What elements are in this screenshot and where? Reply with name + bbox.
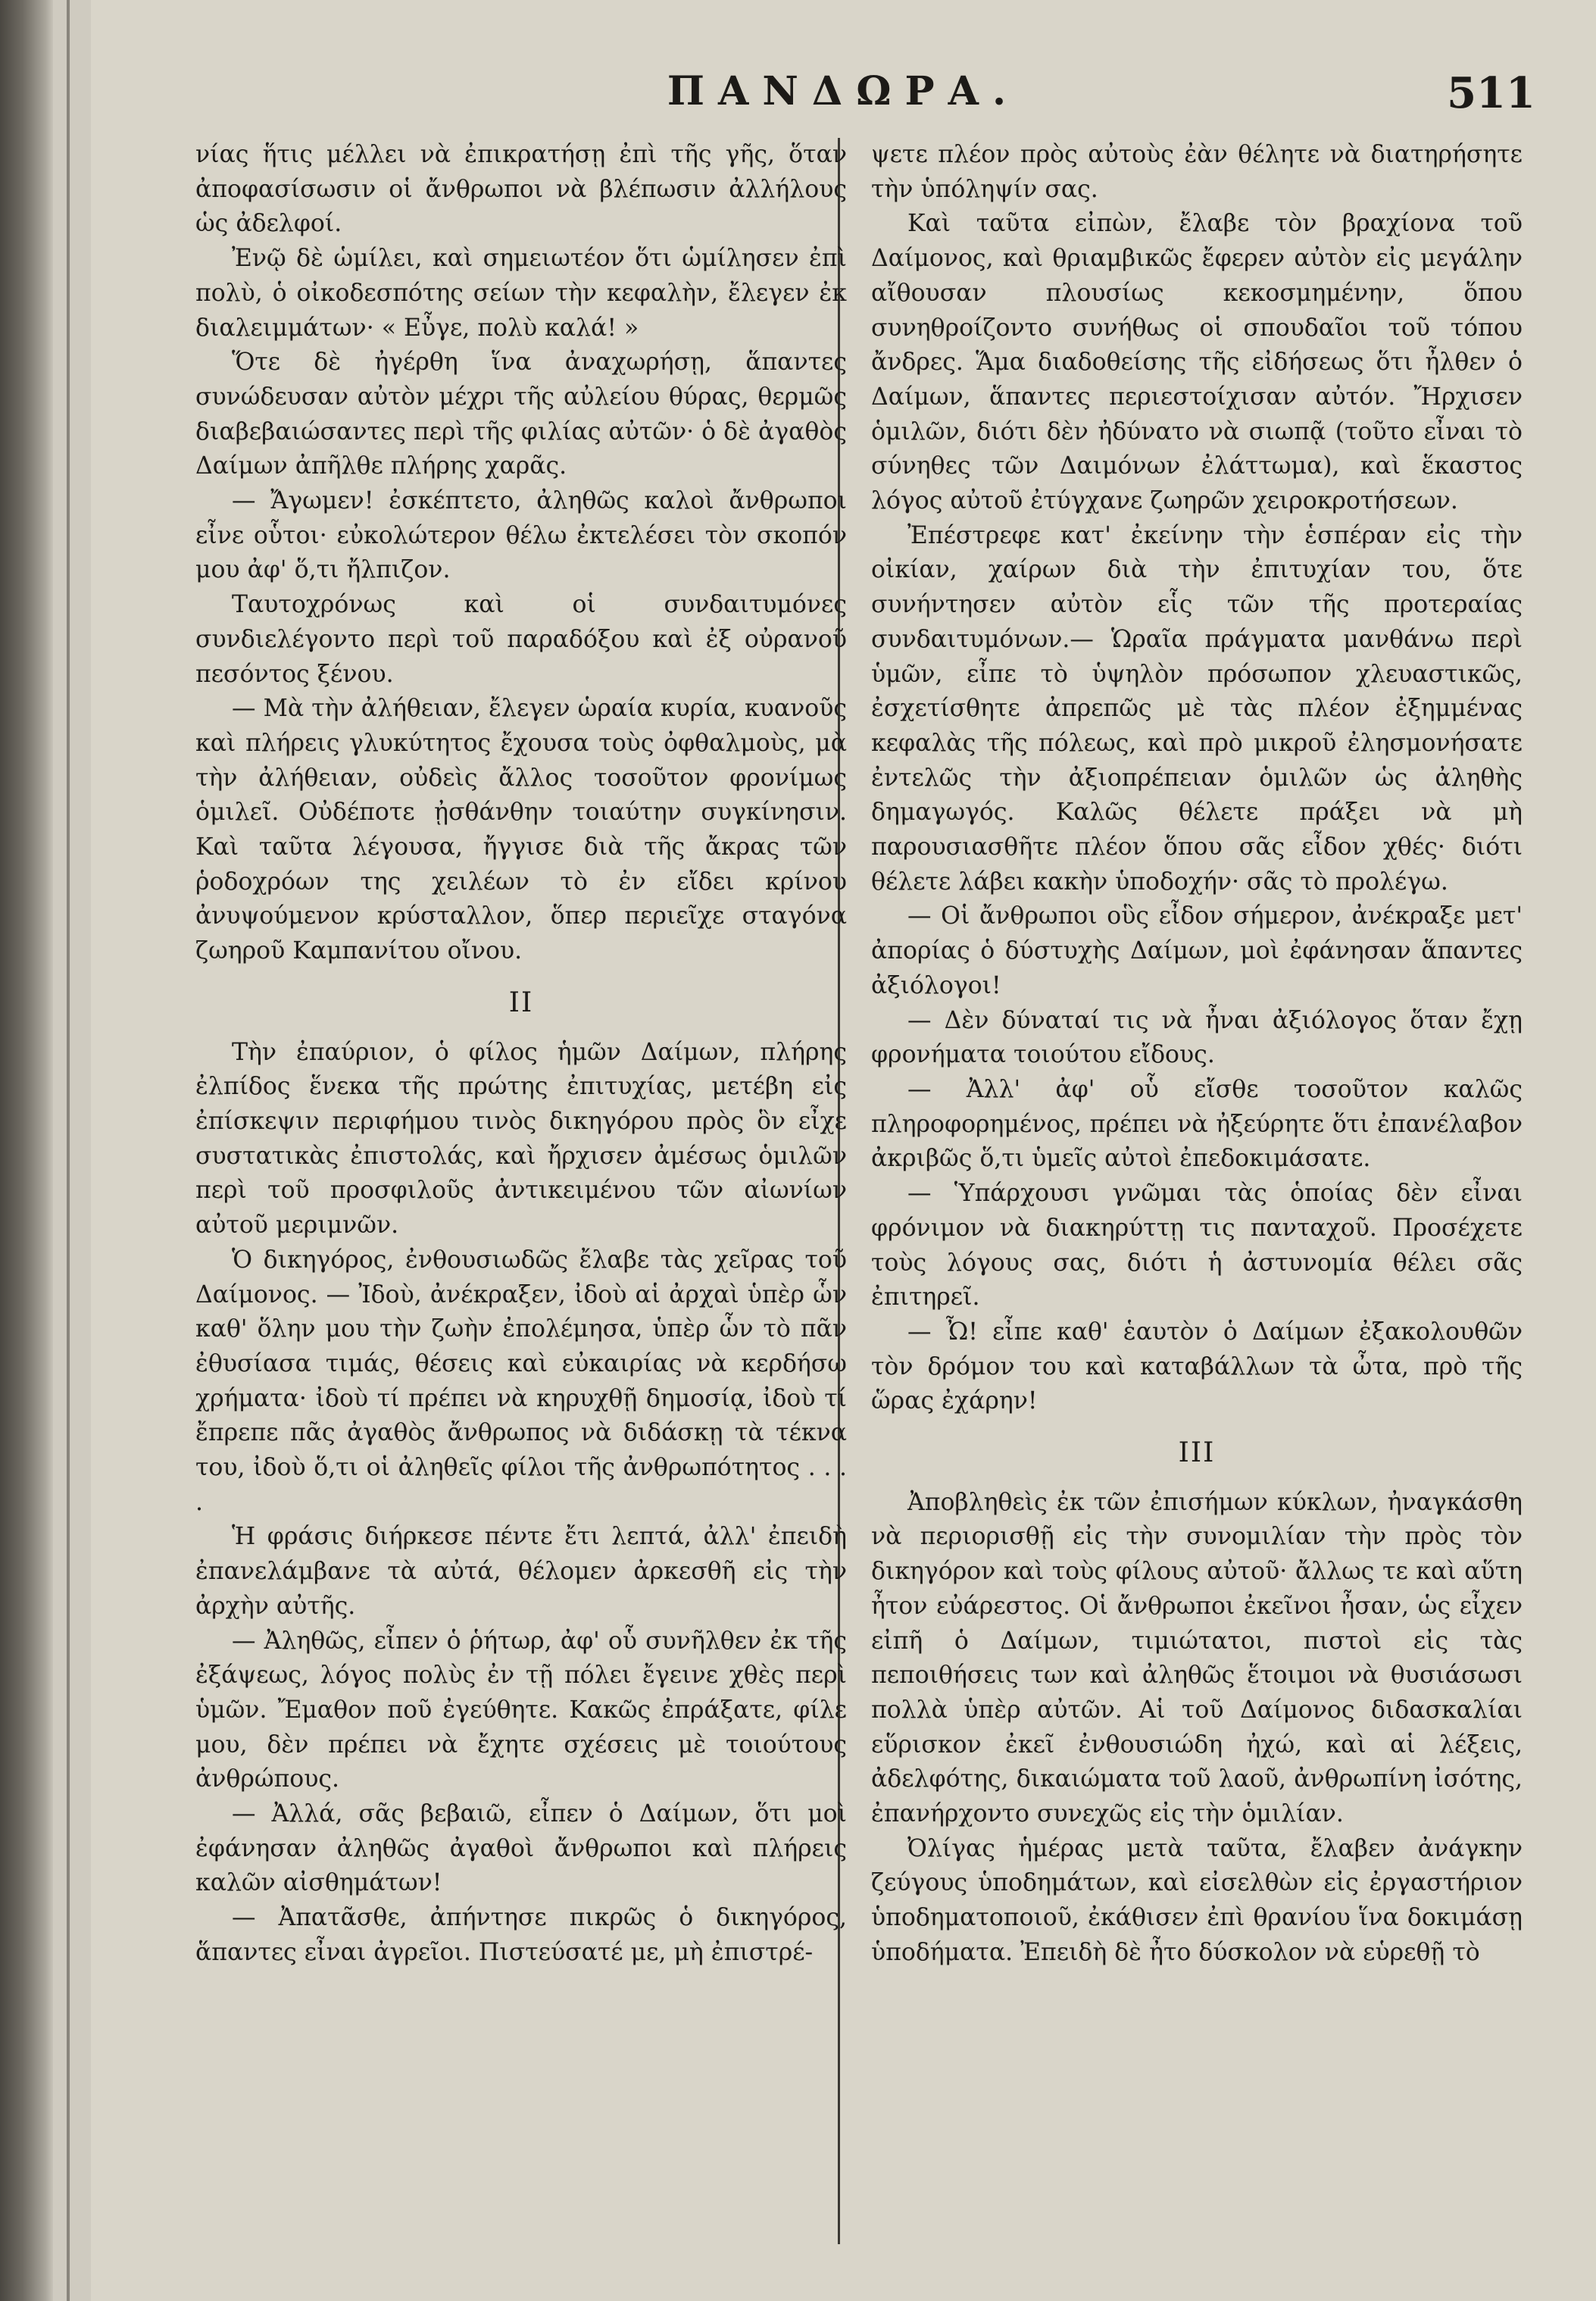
paragraph: Καὶ ταῦτα εἰπὼν, ἔλαβε τὸν βραχίονα τοῦ Δαίμονος, καὶ θριαμβικῶς ἔφερεν αὐτὸν εἰς μεγάλην αἴθουσαν πλουσίως κεκοσμημένην, ὅπου συνηθροίζοντο συνήθως οἱ σπουδαῖοι τοῦ τόπου ἄνδρες. Ἅμα διαδοθείσης τῆς εἰδήσεως ὅτι ἦλθεν ὁ Δαίμων, ἅπαντες περιεστοίχισαν αὐτόν. Ἤρχισεν ὁμιλῶν, διότι δὲν ἠδύνατο νὰ σιωπᾷ (τοῦτο εἶναι τὸ σύνηθες τῶν Δαιμόνων ἐλάττωμα), καὶ ἕκαστος λόγος αὐτοῦ ἐτύγχανε ζωηρῶν χειροκροτήσεων.: [871, 210, 1523, 515]
paragraph: Ἐπέστρεφε κατ' ἐκείνην τὴν ἑσπέραν εἰς τὴν οἰκίαν, χαίρων διὰ τὴν ἐπιτυχίαν του, ὅτε συνήντησεν αὐτὸν εἷς τῶν τῆς προτεραίας συνδαιτυμόνων.— Ὡραῖα πράγματα μανθάνω περὶ ὑμῶν, εἶπε τὸ ὑψηλὸν πρόσωπον χλευαστικῶς, ἐσχετίσθητε ἀπρεπῶς μὲ τὰς πλέον ἐξημμένας κεφαλὰς τῆς πόλεως, καὶ πρὸ μικροῦ ἐλησμονήσατε ἐντελῶς τὴν ἀξιοπρέπειαν ὁμιλῶν ὡς ἀληθὴς δημαγωγός. Καλῶς θέλετε πράξει νὰ μὴ παρουσιασθῆτε πλέον ὅπου σᾶς εἶδον χθές· διότι θέλετε λάβει κακὴν ὑποδοχήν· σᾶς τὸ προλέγω.: [871, 521, 1523, 896]
paragraph: Ἀποβληθεὶς ἐκ τῶν ἐπισήμων κύκλων, ἠναγκάσθη νὰ περιορισθῇ εἰς τὴν συνομιλίαν τὴν πρὸς τὸν δικηγόρον καὶ τοὺς φίλους αὐτοῦ· ἄλλως τε καὶ αὕτη ἦτον εὐάρεστος. Οἱ ἄνθρωποι ἐκεῖνοι ἦσαν, ὡς εἶχεν εἰπῆ ὁ Δαίμων, τιμιώτατοι, πιστοὶ εἰς τὰς πεποιθήσεις των καὶ ἀληθῶς ἕτοιμοι νὰ θυσιάσωσι πολλὰ ὑπὲρ αὐτῶν. Αἱ τοῦ Δαίμονος διδασκαλίαι εὕρισκον ἐκεῖ ἐνθουσιώδη ἠχώ, καὶ αἱ λέξεις, ἀδελφότης, δικαιώματα τοῦ λαοῦ, ἀνθρωπίνη ἰσότης, ἐπανήρχοντο συνεχῶς εἰς τὴν ὁμιλίαν.: [871, 1488, 1523, 1828]
section-heading: III: [1178, 1437, 1216, 1469]
paragraph: Ὁ δικηγόρος, ἐνθουσιωδῶς ἔλαβε τὰς χεῖρας τοῦ Δαίμονος. — Ἰδοὺ, ἀνέκραξεν, ἰδοὺ αἱ ἀρχαὶ ὑπὲρ ὧν καθ' ὅλην μου τὴν ζωὴν ἐπολέμησα, ὑπὲρ ὧν τὸ πᾶν ἐθυσίασα τιμάς, θέσεις καὶ εὐκαιρίας νὰ κερδήσω χρήματα· ἰδοὺ τί πρέπει νὰ κηρυχθῇ δημοσίᾳ, ἰδοὺ τί ἔπρεπε πᾶς ἀγαθὸς ἄνθρωπος νὰ διδάσκῃ τὰ τέκνα του, ἰδοὺ ὅ,τι οἱ ἀληθεῖς φίλοι τῆς ἀνθρωπότητος . . . .: [195, 1246, 847, 1516]
paragraph: — Δὲν δύναταί τις νὰ ἦναι ἀξιόλογος ὅταν ἔχῃ φρονήματα τοιούτου εἴδους.: [871, 1006, 1523, 1069]
paragraph: — Ἀλλ' ἀφ' οὗ εἴσθε τοσοῦτον καλῶς πληροφορημένος, πρέπει νὰ ἠξεύρητε ὅτι ἐπανέλαβον ἀκριβῶς ὅ,τι ὑμεῖς αὐτοὶ ἐπεδοκιμάσατε.: [871, 1075, 1523, 1173]
paragraph: Ταυτοχρόνως καὶ οἱ συνδαιτυμόνες συνδιελέγοντο περὶ τοῦ παραδόξου καὶ ἐξ οὐρανοῦ πεσόντος ξένου.: [195, 591, 847, 688]
running-head: ΠΑΝΔΩΡΑ.: [667, 68, 1020, 114]
right-column: [871, 138, 1523, 1971]
paragraph: — Μὰ τὴν ἀλήθειαν, ἔλεγεν ὡραία κυρία, κυανοῦς καὶ πλήρεις γλυκύτητος ἔχουσα τοὺς ὀφθαλμοὺς, μὰ τὴν ἀλήθειαν, οὐδεὶς ἄλλος τοσοῦτον φρονίμως ὁμιλεῖ. Οὐδέποτε ᾐσθάνθην τοιαύτην συγκίνησιν. Καὶ ταῦτα λέγουσα, ἤγγισε διὰ τῆς ἄκρας τῶν ῥοδοχρόων της χειλέων τὸ ἐν εἴδει κρίνου ἀνυψούμενον κρύσταλλον, ὅπερ περιεῖχε σταγόνα ζωηροῦ Καμπανίτου οἴνου.: [195, 695, 847, 965]
gutter-shadow: [67, 0, 70, 2301]
book-page: [91, 0, 1596, 2301]
paragraph: νίας ἥτις μέλλει νὰ ἐπικρατήσῃ ἐπὶ τῆς γῆς, ὅταν ἀποφασίσωσιν οἱ ἄνθρωποι νὰ βλέπωσιν ἀλλήλους ὡς ἀδελφοί.: [195, 141, 847, 238]
section-heading: II: [508, 986, 534, 1018]
paragraph: ψετε πλέον πρὸς αὐτοὺς ἐὰν θέλητε νὰ διατηρήσητε τὴν ὑπόληψίν σας.: [871, 141, 1523, 203]
paragraph: — Ὦ! εἶπε καθ' ἑαυτὸν ὁ Δαίμων ἐξακολουθῶν τὸν δρόμον του καὶ καταβάλλων τὰ ὦτα, πρὸ τῆς ὥρας ἐχάρην!: [871, 1318, 1523, 1415]
paragraph: — Ὑπάρχουσι γνῶμαι τὰς ὁποίας δὲν εἶναι φρόνιμον νὰ διακηρύττῃ τις πανταχοῦ. Προσέχετε τοὺς λόγους σας, διότι ἡ ἀστυνομία θέλει σᾶς ἐπιτηρεῖ.: [871, 1180, 1523, 1312]
paragraph: Τὴν ἐπαύριον, ὁ φίλος ἡμῶν Δαίμων, πλήρης ἐλπίδος ἕνεκα τῆς πρώτης ἐπιτυχίας, μετέβη εἰς ἐπίσκεψιν περιφήμου τινὸς δικηγόρου πρὸς ὃν εἶχε συστατικὰς ἐπιστολάς, καὶ ἤρχισεν ἀμέσως ὁμιλῶν περὶ τοῦ προσφιλοῦς ἀντικειμένου τῶν αἰωνίων αὐτοῦ μεριμνῶν.: [195, 1038, 847, 1240]
paragraph: — Ἀλλά, σᾶς βεβαιῶ, εἶπεν ὁ Δαίμων, ὅτι μοὶ ἐφάνησαν ἀληθῶς ἀγαθοὶ ἄνθρωποι καὶ πλήρεις καλῶν αἰσθημάτων!: [195, 1800, 847, 1897]
page-number: 511: [1447, 68, 1535, 118]
paragraph: — Ἀληθῶς, εἶπεν ὁ ῥήτωρ, ἀφ' οὗ συνῆλθεν ἐκ τῆς ἐξάψεως, λόγος πολὺς ἐν τῇ πόλει ἔγεινε χθὲς περὶ ὑμῶν. Ἔμαθον ποῦ ἐγεύθητε. Κακῶς ἐπράξατε, φίλε μου, δὲν πρέπει νὰ ἔχητε σχέσεις μὲ τοιούτους ἀνθρώπους.: [195, 1627, 847, 1793]
paragraph: Ἡ φράσις διήρκεσε πέντε ἔτι λεπτά, ἀλλ' ἐπειδὴ ἐπανελάμβανε τὰ αὐτά, θέλομεν ἀρκεσθῆ εἰς τὴν ἀρχὴν αὐτῆς.: [195, 1523, 847, 1620]
paragraph: Ὅτε δὲ ἠγέρθη ἵνα ἀναχωρήσῃ, ἅπαντες συνώδευσαν αὐτὸν μέχρι τῆς αὐλείου θύρας, θερμῶς διαβεβαιώσαντες περὶ τῆς φιλίας αὐτῶν· ὁ δὲ ἀγαθὸς Δαίμων ἀπῆλθε πλήρης χαρᾶς.: [195, 349, 847, 480]
book-gutter: [0, 0, 53, 2301]
left-column: [195, 138, 847, 1971]
paragraph: Ὀλίγας ἡμέρας μετὰ ταῦτα, ἔλαβεν ἀνάγκην ζεύγους ὑποδημάτων, καὶ εἰσελθὼν εἰς ἐργαστήριον ὑποδηματοποιοῦ, ἐκάθισεν ἐπὶ θρανίου ἵνα δοκιμάσῃ ὑποδήματα. Ἐπειδὴ δὲ ἦτο δύσκολον νὰ εὑρεθῇ τὸ: [871, 1834, 1523, 1966]
paragraph: — Οἱ ἄνθρωποι οὓς εἶδον σήμερον, ἀνέκραξε μετ' ἀπορίας ὁ δύστυχὴς Δαίμων, μοὶ ἐφάνησαν ἅπαντες ἀξιόλογοι!: [871, 902, 1523, 999]
paragraph: — Ἄγωμεν! ἐσκέπτετο, ἀληθῶς καλοὶ ἄνθρωποι εἶνε οὗτοι· εὐκολώτερον θέλω ἐκτελέσει τὸν σκοπόν μου ἀφ' ὅ,τι ἤλπιζον.: [195, 487, 847, 584]
page-header: [91, 68, 1596, 129]
paragraph: Ἐνῷ δὲ ὡμίλει, καὶ σημειωτέον ὅτι ὡμίλησεν ἐπὶ πολὺ, ὁ οἰκοδεσπότης σείων τὴν κεφαλὴν, ἔλεγεν ἐκ διαλειμμάτων· « Εὖγε, πολὺ καλά! »: [195, 245, 847, 342]
paragraph: — Ἀπατᾶσθε, ἀπήντησε πικρῶς ὁ δικηγόρος, ἅπαντες εἶναι ἀγρεῖοι. Πιστεύσατέ με, μὴ ἐπιστρέ-: [195, 1904, 847, 1966]
